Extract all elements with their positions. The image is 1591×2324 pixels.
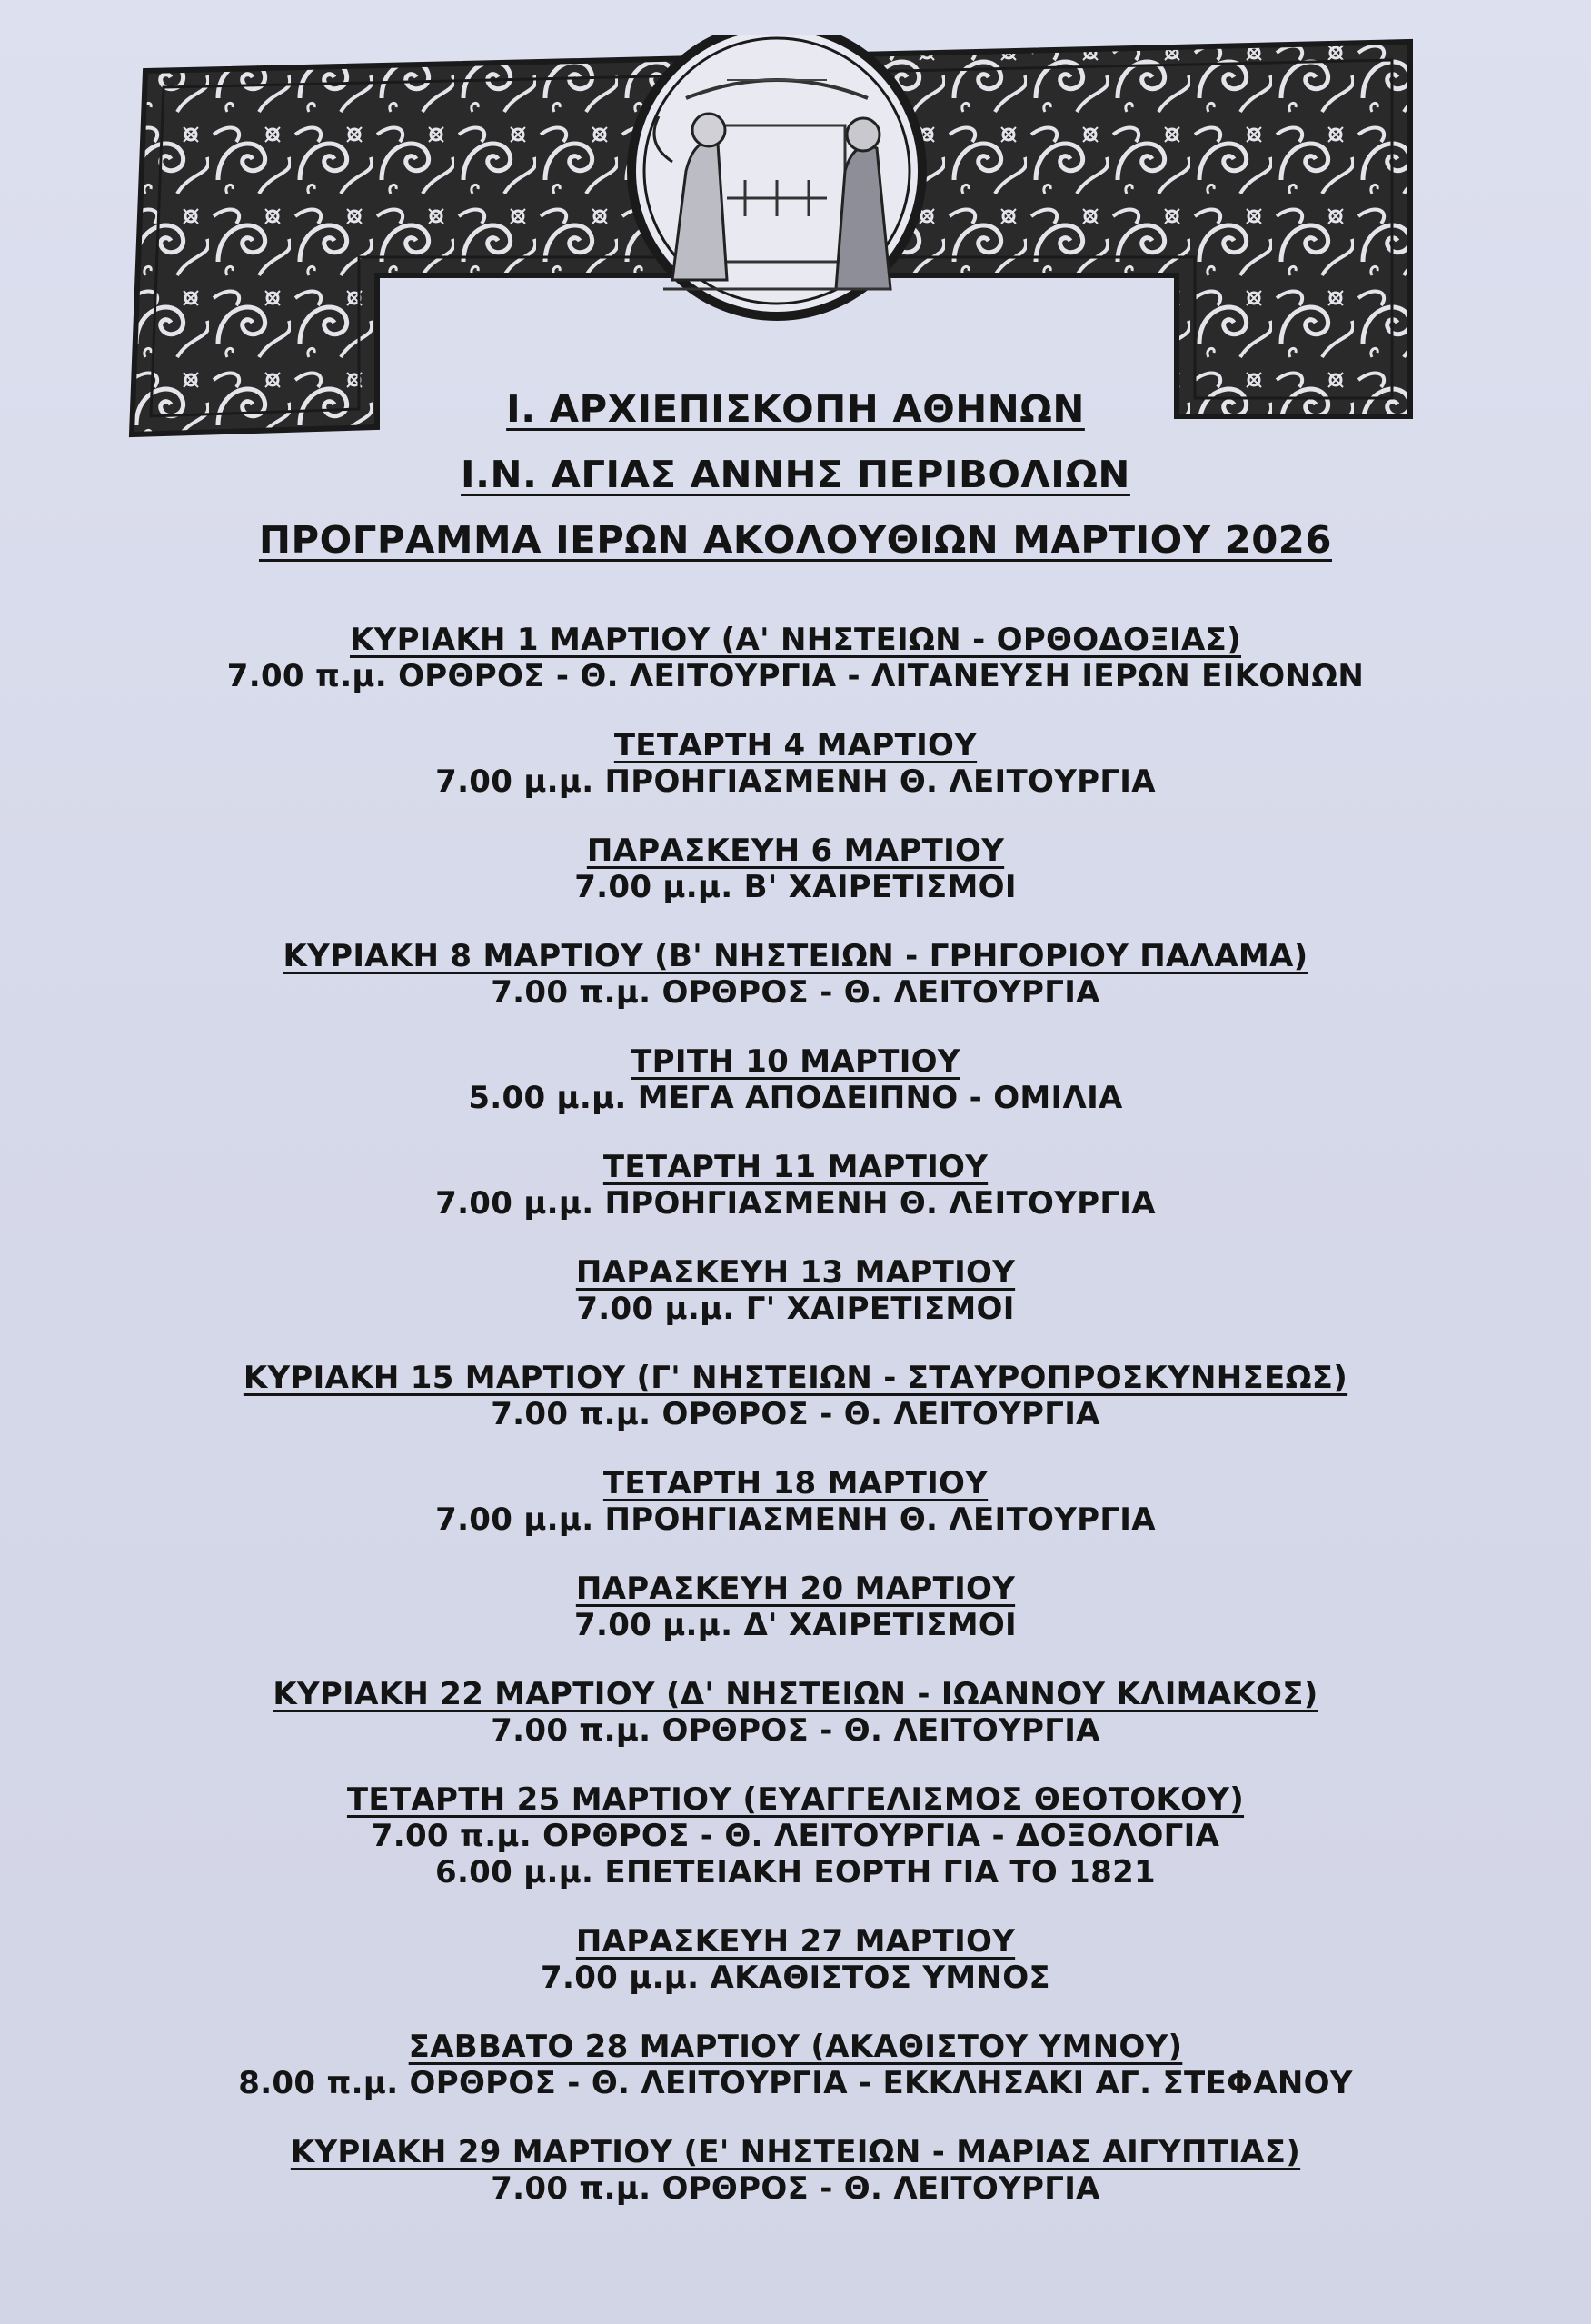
annunciation-icon [631, 35, 922, 316]
entry-day: ΤΕΤΑΡΤΗ 18 ΜΑΡΤΙΟΥ [602, 1465, 989, 1501]
schedule-entry [0, 1149, 1591, 1222]
entry-day: ΣΑΒΒΑΤΟ 28 ΜΑΡΤΙΟΥ (ΑΚΑΘΙΣΤΟΥ ΥΜΝΟΥ) [408, 2029, 1183, 2065]
program-title: ΠΡΟΓΡΑΜΜΑ ΙΕΡΩΝ ΑΚΟΛΟΥΘΙΩΝ ΜΑΡΤΙΟΥ 2026 [258, 518, 1333, 562]
entry-day: ΚΥΡΙΑΚΗ 15 ΜΑΡΤΙΟΥ (Γ' ΝΗΣΤΕΙΩΝ - ΣΤΑΥΡΟΠΡΟΣΚΥΝΗΣΕΩΣ) [243, 1360, 1348, 1396]
schedule-entry [0, 1254, 1591, 1327]
schedule-entry [0, 622, 1591, 694]
schedule-entry [0, 2134, 1591, 2207]
schedule-entry [0, 1571, 1591, 1643]
entry-day: ΚΥΡΙΑΚΗ 22 ΜΑΡΤΙΟΥ (Δ' ΝΗΣΤΕΙΩΝ - ΙΩΑΝΝΟΥ ΚΛΙΜΑΚΟΣ) [273, 1676, 1318, 1712]
entry-service: 7.00 π.μ. ΟΡΘΡΟΣ - Θ. ΛΕΙΤΟΥΡΓΙΑ [491, 1712, 1100, 1749]
schedule-entry [0, 1360, 1591, 1432]
entry-service: 7.00 μ.μ. ΠΡΟΗΓΙΑΣΜΕΝΗ Θ. ΛΕΙΤΟΥΡΓΙΑ [435, 763, 1156, 800]
schedule-entry [0, 1923, 1591, 1996]
services-list [0, 622, 1591, 2207]
entry-day: ΚΥΡΙΑΚΗ 29 ΜΑΡΤΙΟΥ (Ε' ΝΗΣΤΕΙΩΝ - ΜΑΡΙΑΣ ΑΙΓΥΠΤΙΑΣ) [290, 2134, 1301, 2170]
entry-service: 7.00 π.μ. ΟΡΘΡΟΣ - Θ. ΛΕΙΤΟΥΡΓΙΑ [491, 2170, 1100, 2207]
entry-service: 7.00 μ.μ. ΠΡΟΗΓΙΑΣΜΕΝΗ Θ. ΛΕΙΤΟΥΡΓΙΑ [435, 1185, 1156, 1222]
schedule-entry [0, 1043, 1591, 1116]
schedule-entry [0, 1781, 1591, 1890]
entry-service: 7.00 μ.μ. ΑΚΑΘΙΣΤΟΣ ΥΜΝΟΣ [541, 1960, 1050, 1996]
entry-service: 7.00 μ.μ. Γ' ΧΑΙΡΕΤΙΣΜΟΙ [576, 1291, 1015, 1327]
entry-service: 7.00 μ.μ. ΠΡΟΗΓΙΑΣΜΕΝΗ Θ. ΛΕΙΤΟΥΡΓΙΑ [435, 1501, 1156, 1538]
entry-day: ΠΑΡΑΣΚΕΥΗ 6 ΜΑΡΤΙΟΥ [586, 833, 1005, 869]
entry-day: ΚΥΡΙΑΚΗ 1 ΜΑΡΤΙΟΥ (Α' ΝΗΣΤΕΙΩΝ - ΟΡΘΟΔΟΞΙΑΣ) [350, 622, 1241, 658]
entry-day: ΠΑΡΑΣΚΕΥΗ 20 ΜΑΡΤΙΟΥ [575, 1571, 1016, 1607]
entry-service: 7.00 π.μ. ΟΡΘΡΟΣ - Θ. ΛΕΙΤΟΥΡΓΙΑ [491, 1396, 1100, 1432]
entry-service: 7.00 μ.μ. Β' ΧΑΙΡΕΤΙΣΜΟΙ [574, 869, 1017, 905]
entry-day: ΠΑΡΑΣΚΕΥΗ 27 ΜΑΡΤΙΟΥ [575, 1923, 1016, 1960]
ornamental-banner [127, 35, 1428, 444]
schedule-entry [0, 727, 1591, 800]
entry-service: 5.00 μ.μ. ΜΕΓΑ ΑΠΟΔΕΙΠΝΟ - ΟΜΙΛΙΑ [468, 1080, 1123, 1116]
schedule-entry [0, 833, 1591, 905]
schedule-entry [0, 1676, 1591, 1749]
entry-day: ΤΕΤΑΡΤΗ 25 ΜΑΡΤΙΟΥ (ΕΥΑΓΓΕΛΙΣΜΟΣ ΘΕΟΤΟΚΟΥ) [346, 1781, 1245, 1818]
entry-day: ΤΕΤΑΡΤΗ 4 ΜΑΡΤΙΟΥ [613, 727, 978, 763]
entry-day: ΤΡΙΤΗ 10 ΜΑΡΤΙΟΥ [631, 1043, 960, 1080]
entry-day: ΤΕΤΑΡΤΗ 11 ΜΑΡΤΙΟΥ [602, 1149, 989, 1185]
entry-service: 7.00 π.μ. ΟΡΘΡΟΣ - Θ. ΛΕΙΤΟΥΡΓΙΑ - ΔΟΞΟΛΟΓΙΑ [371, 1818, 1220, 1854]
floral-scroll-ornament [127, 35, 1428, 444]
entry-service: 7.00 μ.μ. Δ' ΧΑΙΡΕΤΙΣΜΟΙ [574, 1607, 1017, 1643]
schedule-entry [0, 1465, 1591, 1538]
schedule-entry [0, 2029, 1591, 2101]
archdiocese-title: Ι. ΑΡΧΙΕΠΙΣΚΟΠΗ ΑΘΗΝΩΝ [506, 387, 1085, 431]
schedule-content [0, 389, 1591, 2239]
schedule-entry [0, 938, 1591, 1011]
entry-day: ΚΥΡΙΑΚΗ 8 ΜΑΡΤΙΟΥ (Β' ΝΗΣΤΕΙΩΝ - ΓΡΗΓΟΡΙΟΥ ΠΑΛΑΜΑ) [283, 938, 1308, 974]
entry-service: 8.00 π.μ. ΟΡΘΡΟΣ - Θ. ΛΕΙΤΟΥΡΓΙΑ - ΕΚΚΛΗΣΑΚΙ ΑΓ. ΣΤΕΦΑΝΟΥ [238, 2065, 1353, 2101]
church-title: Ι.Ν. ΑΓΙΑΣ ΑΝΝΗΣ ΠΕΡΙΒΟΛΙΩΝ [461, 453, 1130, 496]
entry-service: 6.00 μ.μ. ΕΠΕΤΕΙΑΚΗ ΕΟΡΤΗ ΓΙΑ ΤΟ 1821 [434, 1854, 1157, 1890]
entry-service: 7.00 π.μ. ΟΡΘΡΟΣ - Θ. ΛΕΙΤΟΥΡΓΙΑ - ΛΙΤΑΝΕΥΣΗ ΙΕΡΩΝ ΕΙΚΟΝΩΝ [226, 658, 1365, 694]
entry-day: ΠΑΡΑΣΚΕΥΗ 13 ΜΑΡΤΙΟΥ [575, 1254, 1016, 1291]
entry-service: 7.00 π.μ. ΟΡΘΡΟΣ - Θ. ΛΕΙΤΟΥΡΓΙΑ [491, 974, 1100, 1011]
